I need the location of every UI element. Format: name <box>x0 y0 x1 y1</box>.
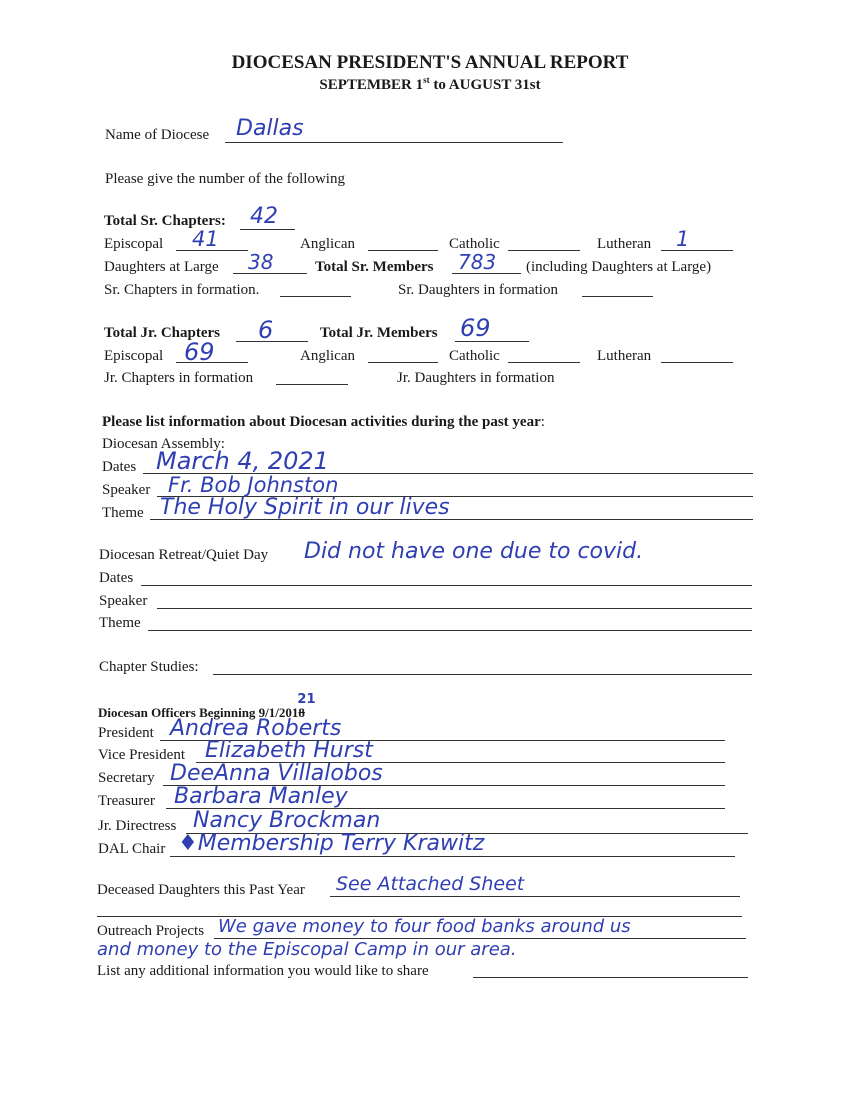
sr-daughters-at-large-label: Daughters at Large <box>104 259 219 275</box>
sr-episcopal-value: 41 <box>192 227 219 251</box>
sr-anglican-field[interactable] <box>368 250 438 251</box>
assembly-dates-value: March 4, 2021 <box>156 447 329 475</box>
instructions-text: Please give the number of the following <box>105 171 345 187</box>
assembly-label: Diocesan Assembly: <box>102 436 225 452</box>
outreach-line-1: We gave money to four food banks around us <box>218 916 631 937</box>
sr-daughters-in-formation-label: Sr. Daughters in formation <box>398 282 558 298</box>
deceased-value: See Attached Sheet <box>336 873 525 895</box>
sr-chapters-in-formation-field[interactable] <box>280 296 351 297</box>
sr-lutheran-field[interactable] <box>661 250 733 251</box>
period-end: to AUGUST 31st <box>429 77 541 93</box>
activities-heading: Please list information about Diocesan activities during the past year: <box>102 414 545 430</box>
jr-chapters-in-formation-label: Jr. Chapters in formation <box>104 370 254 386</box>
sr-lutheran-value: 1 <box>676 227 690 251</box>
assembly-dates-label: Dates <box>102 459 137 475</box>
report-title: DIOCESAN PRESIDENT'S ANNUAL REPORT <box>231 52 629 73</box>
secretary-label: Secretary <box>98 770 155 786</box>
treasurer-label: Treasurer <box>98 793 155 809</box>
president-label: President <box>98 725 154 741</box>
retreat-dates-field[interactable] <box>141 585 752 586</box>
period-start-suffix: st <box>423 75 430 85</box>
jr-catholic-label: Catholic <box>449 348 500 364</box>
jr-episcopal-label: Episcopal <box>104 348 164 364</box>
dal-chair-label: DAL Chair <box>98 841 166 857</box>
deceased-label: Deceased Daughters this Past Year <box>97 882 305 898</box>
sr-total-chapters-label: Total Sr. Chapters: <box>104 213 226 229</box>
period-start: SEPTEMBER 1 <box>319 77 424 93</box>
dal-chair-field[interactable] <box>170 856 735 857</box>
diocese-field[interactable] <box>225 142 563 143</box>
dal-chair-value: ♦Membership Terry Krawitz <box>178 831 485 856</box>
assembly-speaker-value: Fr. Bob Johnston <box>168 473 339 497</box>
sr-anglican-label: Anglican <box>300 236 355 252</box>
deceased-field[interactable] <box>330 896 740 897</box>
president-value: Andrea Roberts <box>170 716 342 741</box>
jr-directress-value: Nancy Brockman <box>193 808 381 833</box>
sr-episcopal-label: Episcopal <box>104 236 164 252</box>
jr-total-members-label: Total Jr. Members <box>320 325 438 341</box>
jr-episcopal-value: 69 <box>184 338 215 366</box>
diocese-value: Dallas <box>236 116 304 141</box>
jr-anglican-field[interactable] <box>368 362 438 363</box>
officers-heading: Diocesan Officers Beginning 9/1/2018 21 <box>98 692 316 720</box>
jr-catholic-field[interactable] <box>508 362 580 363</box>
sr-chapters-in-formation-label: Sr. Chapters in formation. <box>104 282 260 298</box>
assembly-theme-value: The Holy Spirit in our lives <box>160 495 450 520</box>
sr-total-chapters-field[interactable] <box>240 229 295 230</box>
sr-total-members-label: Total Sr. Members <box>315 259 434 275</box>
sr-including-note: (including Daughters at Large) <box>526 259 712 275</box>
sr-catholic-field[interactable] <box>508 250 580 251</box>
treasurer-value: Barbara Manley <box>174 784 348 809</box>
sr-total-members-value: 783 <box>458 250 497 274</box>
secretary-value: DeeAnna Villalobos <box>170 761 383 786</box>
jr-lutheran-label: Lutheran <box>597 348 652 364</box>
outreach-label: Outreach Projects <box>97 923 205 939</box>
retreat-theme-label: Theme <box>99 615 141 631</box>
assembly-speaker-label: Speaker <box>102 482 151 498</box>
jr-total-chapters-label: Total Jr. Chapters <box>104 325 220 341</box>
retreat-speaker-label: Speaker <box>99 593 148 609</box>
jr-directress-label: Jr. Directress <box>98 818 177 834</box>
additional-info-field[interactable] <box>473 977 748 978</box>
officers-year-correction: 21 <box>297 692 316 707</box>
retreat-theme-field[interactable] <box>148 630 752 631</box>
report-period <box>0 77 850 94</box>
sr-catholic-label: Catholic <box>449 236 500 252</box>
vice-president-label: Vice President <box>98 747 185 763</box>
jr-chapters-in-formation-field[interactable] <box>276 384 348 385</box>
chapter-studies-field[interactable] <box>213 674 752 675</box>
chapter-studies-label: Chapter Studies: <box>99 659 199 675</box>
vice-president-value: Elizabeth Hurst <box>205 738 373 763</box>
retreat-label: Diocesan Retreat/Quiet Day <box>99 547 269 563</box>
jr-daughters-in-formation-label: Jr. Daughters in formation <box>397 370 555 386</box>
sr-lutheran-label: Lutheran <box>597 236 652 252</box>
retreat-speaker-field[interactable] <box>157 608 752 609</box>
sr-daughters-at-large-value: 38 <box>248 250 274 274</box>
assembly-theme-label: Theme <box>102 505 144 521</box>
retreat-note: Did not have one due to covid. <box>304 539 644 564</box>
jr-total-members-value: 69 <box>460 314 491 342</box>
retreat-dates-label: Dates <box>99 570 134 586</box>
additional-info-label: List any additional information you would like to share <box>97 963 429 979</box>
jr-anglican-label: Anglican <box>300 348 355 364</box>
jr-total-chapters-value: 6 <box>258 316 274 344</box>
jr-lutheran-field[interactable] <box>661 362 733 363</box>
outreach-line-2: and money to the Episcopal Camp in our area. <box>97 939 517 960</box>
diocese-label: Name of Diocese <box>105 127 210 143</box>
sr-total-chapters-value: 42 <box>250 204 278 229</box>
sr-daughters-in-formation-field[interactable] <box>582 296 653 297</box>
